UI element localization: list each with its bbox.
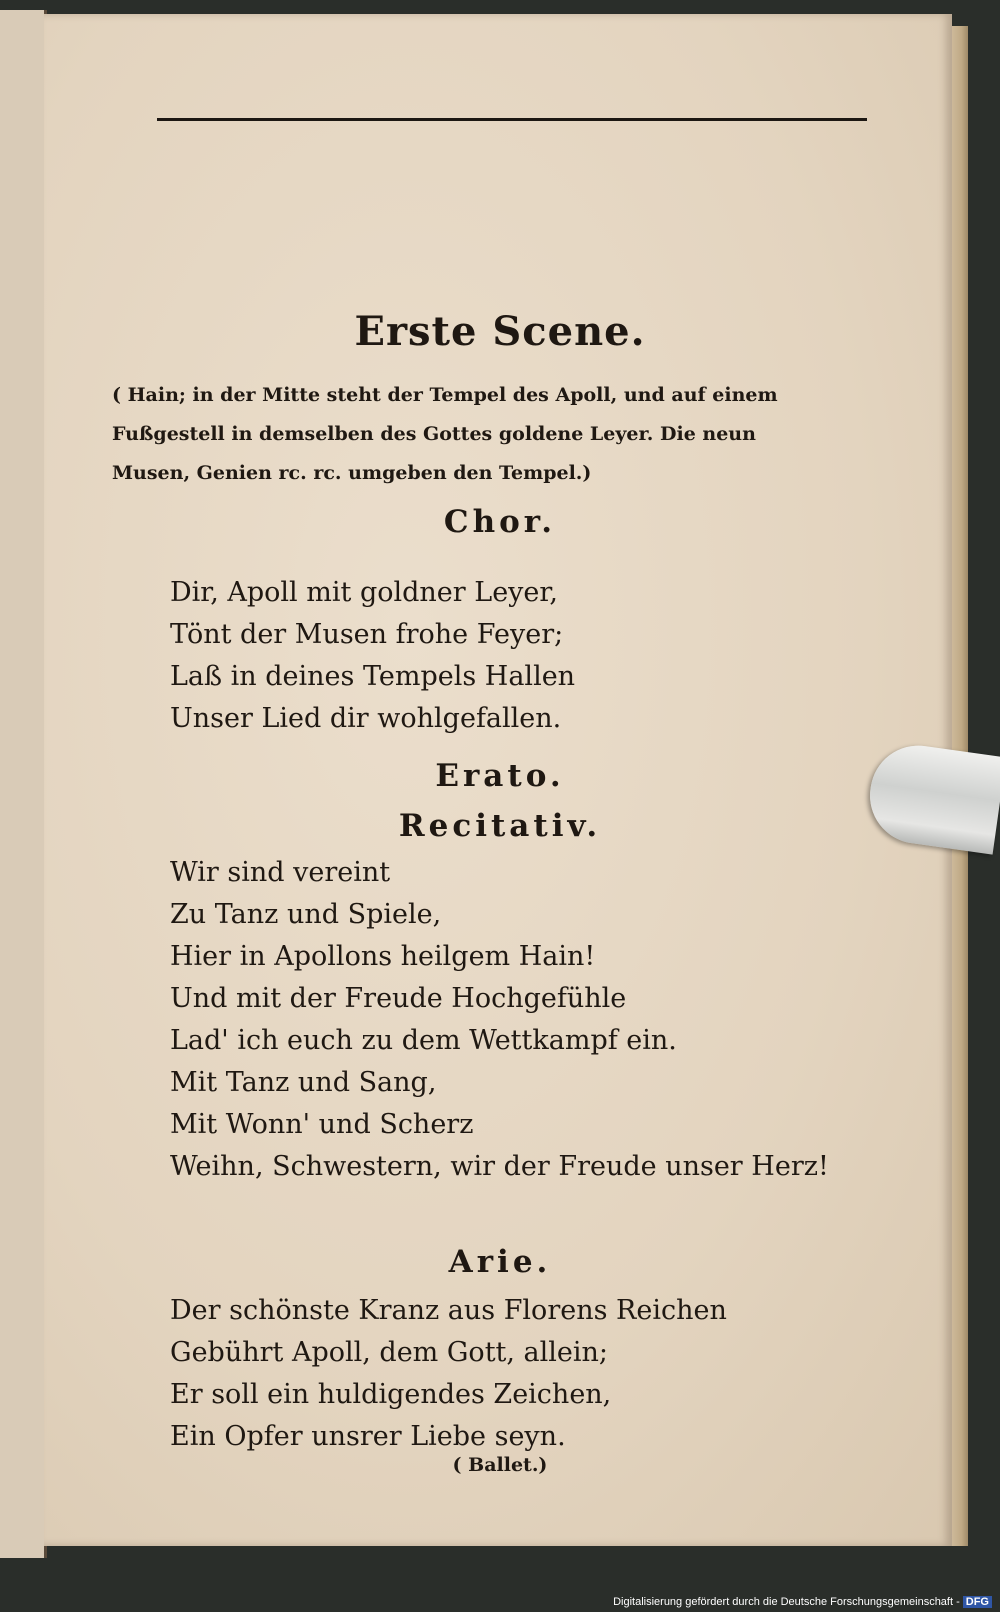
ballet-note: ( Ballet.) [452,1454,548,1476]
verse-line: Dir, Apoll mit goldner Leyer, [170,577,558,608]
verse-line: Tönt der Musen frohe Feyer; [170,619,564,650]
chor-heading: Chor. [443,504,557,540]
chor-verse [170,572,575,740]
verse-line: Laß in deines Tempels Hallen [170,661,576,692]
dfg-logo-icon: DFG [963,1596,992,1608]
verse-line: Unser Lied dir wohlgefallen. [170,703,562,734]
verse-line: Der schönste Kranz aus Florens Reichen [170,1295,727,1326]
verse-line: Weihn, Schwestern, wir der Freude unser Herz! [170,1151,829,1182]
footer-text: Digitalisierung gefördert durch die Deutsche Forschungsgemeinschaft - [613,1596,960,1608]
stage-direction-line: ( Hain; in der Mitte steht der Tempel des Apoll, und auf einem [112,384,778,406]
verse-line: Mit Tanz und Sang, [170,1067,437,1098]
stage-direction [112,376,852,493]
verse-line: Hier in Apollons heilgem Hain! [170,941,596,972]
verse-line: Ein Opfer unsrer Liebe seyn. [170,1421,566,1452]
scene-title: Erste Scene. [354,308,646,355]
verse-line: Er soll ein huldigendes Zeichen, [170,1379,612,1410]
verse-line: Mit Wonn' und Scherz [170,1109,474,1140]
digitization-footer [613,1596,992,1608]
verse-line: Wir sind vereint [170,857,391,888]
recitativ-heading: Recitativ. [398,808,602,844]
verse-line: Zu Tanz und Spiele, [170,899,442,930]
stage-direction-line: Musen, Genien rc. rc. umgeben den Tempel.) [112,462,592,484]
verse-line: Lad' ich euch zu dem Wettkampf ein. [170,1025,677,1056]
header-rule [157,118,867,121]
arie-heading: Arie. [448,1244,552,1280]
verse-line: Und mit der Freude Hochgefühle [170,983,627,1014]
verse-line: Gebührt Apoll, dem Gott, allein; [170,1337,609,1368]
arie-verse [170,1290,727,1458]
erato-verse [170,852,829,1188]
erato-heading: Erato. [435,758,565,794]
stage-direction-line: Fußgestell in demselben des Gottes goldene Leyer. Die neun [112,423,756,445]
